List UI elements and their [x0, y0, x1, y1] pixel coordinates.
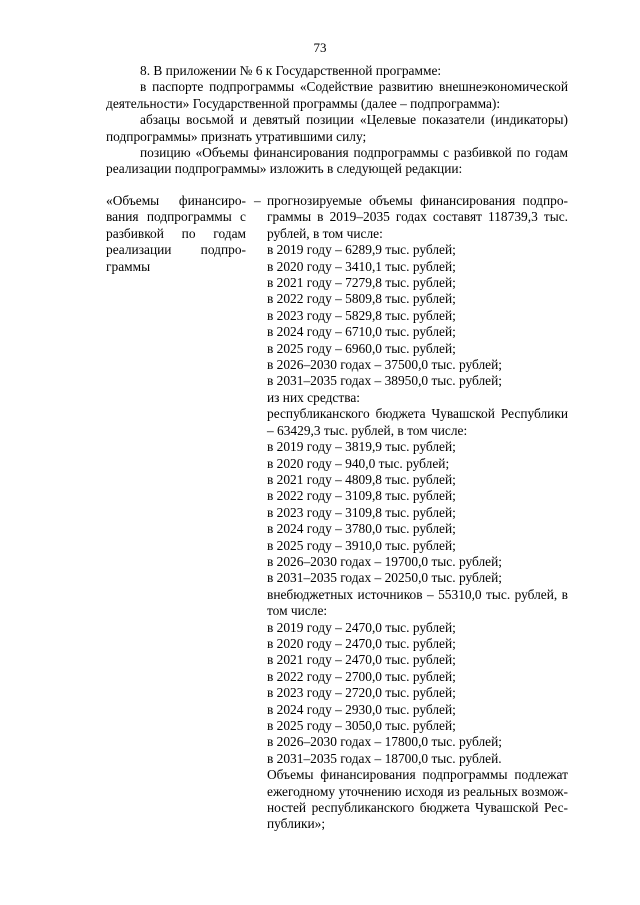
republic-year-line: в 2022 году – 3109,8 тыс. рублей;: [267, 488, 456, 504]
extra-year-line: в 2021 году – 2470,0 тыс. рублей;: [267, 652, 456, 668]
total-year-line: в 2020 году – 3410,1 тыс. рублей;: [267, 258, 456, 274]
total-year-line: в 2025 году – 6960,0 тыс. рублей;: [267, 340, 456, 356]
total-year-line: в 2019 году – 6289,9 тыс. рублей;: [267, 242, 456, 258]
extra-years-list: [267, 620, 568, 768]
total-year-line: в 2021 году – 7279,8 тыс. рублей;: [267, 275, 456, 291]
paragraph-indicators: абзацы восьмой и девятый позиции «Целевые показатели (индикаторы) подпрограммы» признать утратившими силу;: [106, 112, 568, 144]
republic-year-line: в 2031–2035 годах – 20250,0 тыс. рублей;: [267, 570, 502, 586]
republic-year-line: в 2020 году – 940,0 тыс. рублей;: [267, 455, 450, 471]
of-them-label: из них средства:: [267, 389, 361, 405]
extra-year-line: в 2023 году – 2720,0 тыс. рублей;: [267, 685, 456, 701]
republic-year-line: в 2025 году – 3910,0 тыс. рублей;: [267, 537, 456, 553]
republic-year-line: в 2021 году – 4809,8 тыс. рублей;: [267, 471, 456, 487]
financing-label: «Объемы финансиро- вания подпрограммы с разбивкой по годам реализации подпро- граммы: [106, 193, 246, 274]
extra-year-line: в 2024 году – 2930,0 тыс. рублей;: [267, 701, 456, 717]
extra-year-line: в 2020 году – 2470,0 тыс. рублей;: [267, 635, 456, 651]
republic-budget: республиканского бюджета Чувашской Республики – 63429,3 тыс. рублей, в том числе:: [267, 406, 568, 438]
extra-year-line: в 2026–2030 годах – 17800,0 тыс. рублей;: [267, 734, 502, 750]
closing-note: Объемы финансирования подпрограммы подлежат ежегодному уточнению исходя из реальных возмож- ностей республиканского бюджета Чувашской Рес- публики»;: [267, 767, 568, 832]
total-years-list: [267, 242, 568, 390]
republic-year-line: в 2024 году – 3780,0 тыс. рублей;: [267, 521, 456, 537]
paragraph-passport: в паспорте подпрограммы «Содействие развитию внешнеэкономической деятельности» Государственной программы (далее – подпрограмма):: [106, 79, 568, 111]
extra-year-line: в 2019 году – 2470,0 тыс. рублей;: [267, 619, 456, 635]
total-year-line: в 2031–2035 годах – 38950,0 тыс. рублей;: [267, 373, 502, 389]
financing-details: [267, 193, 568, 833]
total-year-line: в 2022 году – 5809,8 тыс. рублей;: [267, 291, 456, 307]
republic-years-list: [267, 439, 568, 587]
total-year-line: в 2026–2030 годах – 37500,0 тыс. рублей;: [267, 357, 502, 373]
dash-separator: –: [254, 193, 261, 208]
extra-year-line: в 2025 году – 3050,0 тыс. рублей;: [267, 718, 456, 733]
republic-year-line: в 2026–2030 годах – 19700,0 тыс. рублей;: [267, 553, 502, 569]
extra-year-line: в 2031–2035 годах – 18700,0 тыс. рублей.: [267, 750, 502, 766]
page-number: 73: [313, 40, 327, 55]
total-financing: прогнозируемые объемы финансирования подпро- граммы в 2019–2035 годах составят 118739,3 тыс. рублей, в том числе:: [267, 193, 568, 241]
intro-block: [106, 63, 568, 178]
paragraph-financing-position: позицию «Объемы финансирования подпрограммы с разбивкой по годам реализации подпрограммы» изложить в следующей редакции:: [106, 145, 568, 177]
extra-budget: внебюджетных источников – 55310,0 тыс. рублей, в том числе:: [267, 586, 568, 619]
extra-year-line: в 2022 году – 2700,0 тыс. рублей;: [267, 668, 456, 684]
total-year-line: в 2023 году – 5829,8 тыс. рублей;: [267, 307, 456, 323]
total-year-line: в 2024 году – 6710,0 тыс. рублей;: [267, 324, 456, 340]
republic-year-line: в 2019 году – 3819,9 тыс. рублей;: [267, 439, 456, 455]
paragraph-item-8: 8. В приложении № 6 к Государственной программе:: [140, 63, 442, 78]
republic-year-line: в 2023 году – 3109,8 тыс. рублей;: [267, 504, 456, 520]
